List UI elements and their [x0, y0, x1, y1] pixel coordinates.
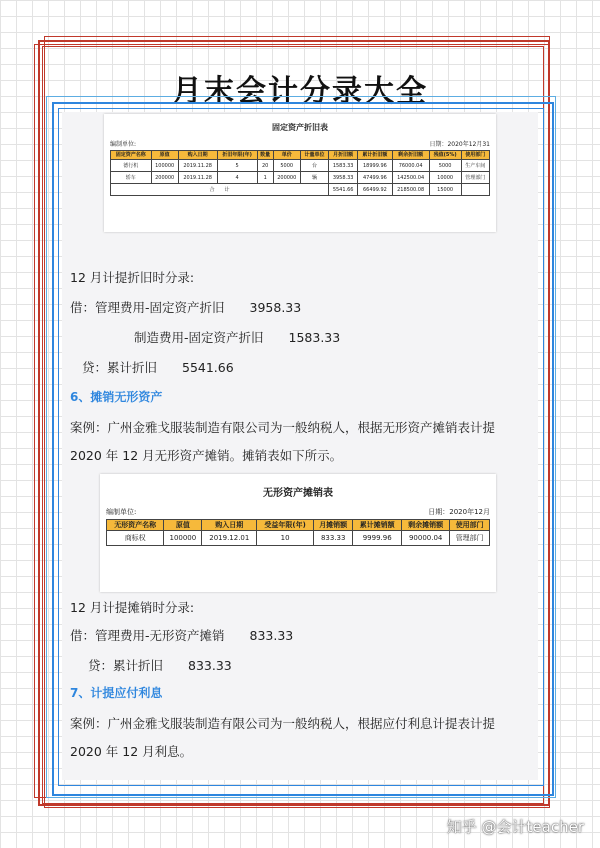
depreciation-table-image — [104, 114, 496, 232]
table-cell: 10000 — [429, 172, 461, 184]
table-header-row — [111, 151, 490, 160]
debit-line: 借：管理费用-无形资产摊销 833.33 — [70, 628, 294, 643]
case-text: 2020 年 12 月利息。 — [70, 744, 193, 759]
column-header: 累计折旧额 — [358, 151, 392, 160]
section-heading: 7、计提应付利息 — [70, 686, 163, 700]
column-header: 数量 — [257, 151, 273, 160]
watermark: 知乎 @会计teacher — [446, 818, 584, 836]
table-cell: 2019.12.01 — [202, 531, 257, 546]
total-label: 合 计 — [111, 184, 329, 196]
table-cell: 200000 — [151, 172, 178, 184]
date-label: 日期：2020年12月31 — [429, 141, 490, 148]
entry-heading: 12 月计提摊销时分录: — [70, 600, 195, 615]
column-header: 购入日期 — [178, 151, 217, 160]
column-header: 受益年限(年) — [257, 520, 314, 531]
table-cell: 5541.66 — [329, 184, 358, 196]
table-row — [111, 160, 490, 172]
section-heading: 6、摊销无形资产 — [70, 390, 163, 404]
table-cell: 10 — [257, 531, 314, 546]
column-header: 剩余折旧额 — [392, 151, 429, 160]
table-title: 固定资产折旧表 — [272, 123, 328, 132]
table-cell: 5 — [217, 160, 257, 172]
column-header: 原值 — [151, 151, 178, 160]
table-cell: 18999.96 — [358, 160, 392, 172]
table-cell: 商标权 — [107, 531, 164, 546]
table-cell: 833.33 — [313, 531, 353, 546]
table-cell: 3958.33 — [329, 172, 358, 184]
table-cell: 台 — [300, 160, 328, 172]
case-text: 案例：广州金雅戈服装制造有限公司为一般纳税人，根据无形资产摊销表计提 — [70, 420, 496, 435]
table-cell: 管理部门 — [461, 172, 489, 184]
table-cell: 66499.92 — [358, 184, 392, 196]
table-cell: 15000 — [429, 184, 461, 196]
table-cell: 100000 — [164, 531, 202, 546]
table-row — [111, 172, 490, 184]
table-cell: 100000 — [151, 160, 178, 172]
table-cell: 90000.04 — [401, 531, 449, 546]
column-header: 剩余摊销额 — [401, 520, 449, 531]
table-cell: 4 — [217, 172, 257, 184]
table-row — [107, 531, 490, 546]
unit-label: 编制单位: — [106, 508, 137, 516]
amortization-table-image — [100, 474, 496, 592]
column-header: 购入日期 — [202, 520, 257, 531]
table-cell: 2019.11.28 — [178, 172, 217, 184]
date-label: 日期：2020年12月 — [428, 508, 490, 516]
table-cell: 1583.33 — [329, 160, 358, 172]
table-cell: 1 — [257, 172, 273, 184]
column-header: 无形资产名称 — [107, 520, 164, 531]
entry-heading: 12 月计提折旧时分录: — [70, 270, 195, 285]
table-cell: 47499.96 — [358, 172, 392, 184]
column-header: 月折旧额 — [329, 151, 358, 160]
column-header: 月摊销额 — [313, 520, 353, 531]
column-header: 固定资产名称 — [111, 151, 152, 160]
table-cell: 76000.04 — [392, 160, 429, 172]
column-header: 使用部门 — [450, 520, 490, 531]
unit-label: 编制单位: — [110, 141, 137, 148]
column-header: 残值(5%) — [429, 151, 461, 160]
table-total-row — [111, 184, 490, 196]
table-title: 无形资产摊销表 — [263, 488, 333, 499]
table-cell: 生产车间 — [461, 160, 489, 172]
column-header: 使用部门 — [461, 151, 489, 160]
column-header: 折旧年限(年) — [217, 151, 257, 160]
table-cell: 辆 — [300, 172, 328, 184]
case-text: 2020 年 12 月无形资产摊销。摊销表如下所示。 — [70, 448, 343, 463]
table-cell: 管理部门 — [450, 531, 490, 546]
table-cell — [461, 184, 489, 196]
table-cell: 5000 — [429, 160, 461, 172]
amortization-table — [106, 519, 490, 546]
table-cell: 9999.96 — [353, 531, 401, 546]
table-cell: 2019.11.28 — [178, 160, 217, 172]
table-header-row — [107, 520, 490, 531]
table-cell: 200000 — [273, 172, 300, 184]
table-cell: 142500.04 — [392, 172, 429, 184]
table-cell: 轿车 — [111, 172, 152, 184]
column-header: 累计摊销额 — [353, 520, 401, 531]
table-cell: 5000 — [273, 160, 300, 172]
case-text: 案例：广州金雅戈服装制造有限公司为一般纳税人，根据应付利息计提表计提 — [70, 716, 496, 731]
depreciation-table — [110, 150, 490, 196]
column-header: 计量单位 — [300, 151, 328, 160]
debit-line: 制造费用-固定资产折旧 1583.33 — [134, 330, 341, 345]
column-header: 原值 — [164, 520, 202, 531]
table-cell: 20 — [257, 160, 273, 172]
debit-line: 借：管理费用-固定资产折旧 3958.33 — [70, 300, 302, 315]
credit-line: 贷：累计折旧 5541.66 — [82, 360, 234, 375]
credit-line: 贷：累计折旧 833.33 — [88, 658, 232, 673]
column-header: 单价 — [273, 151, 300, 160]
table-cell: 218500.08 — [392, 184, 429, 196]
page-title: 月末会计分录大全 — [172, 74, 428, 109]
table-cell: 德行机 — [111, 160, 152, 172]
